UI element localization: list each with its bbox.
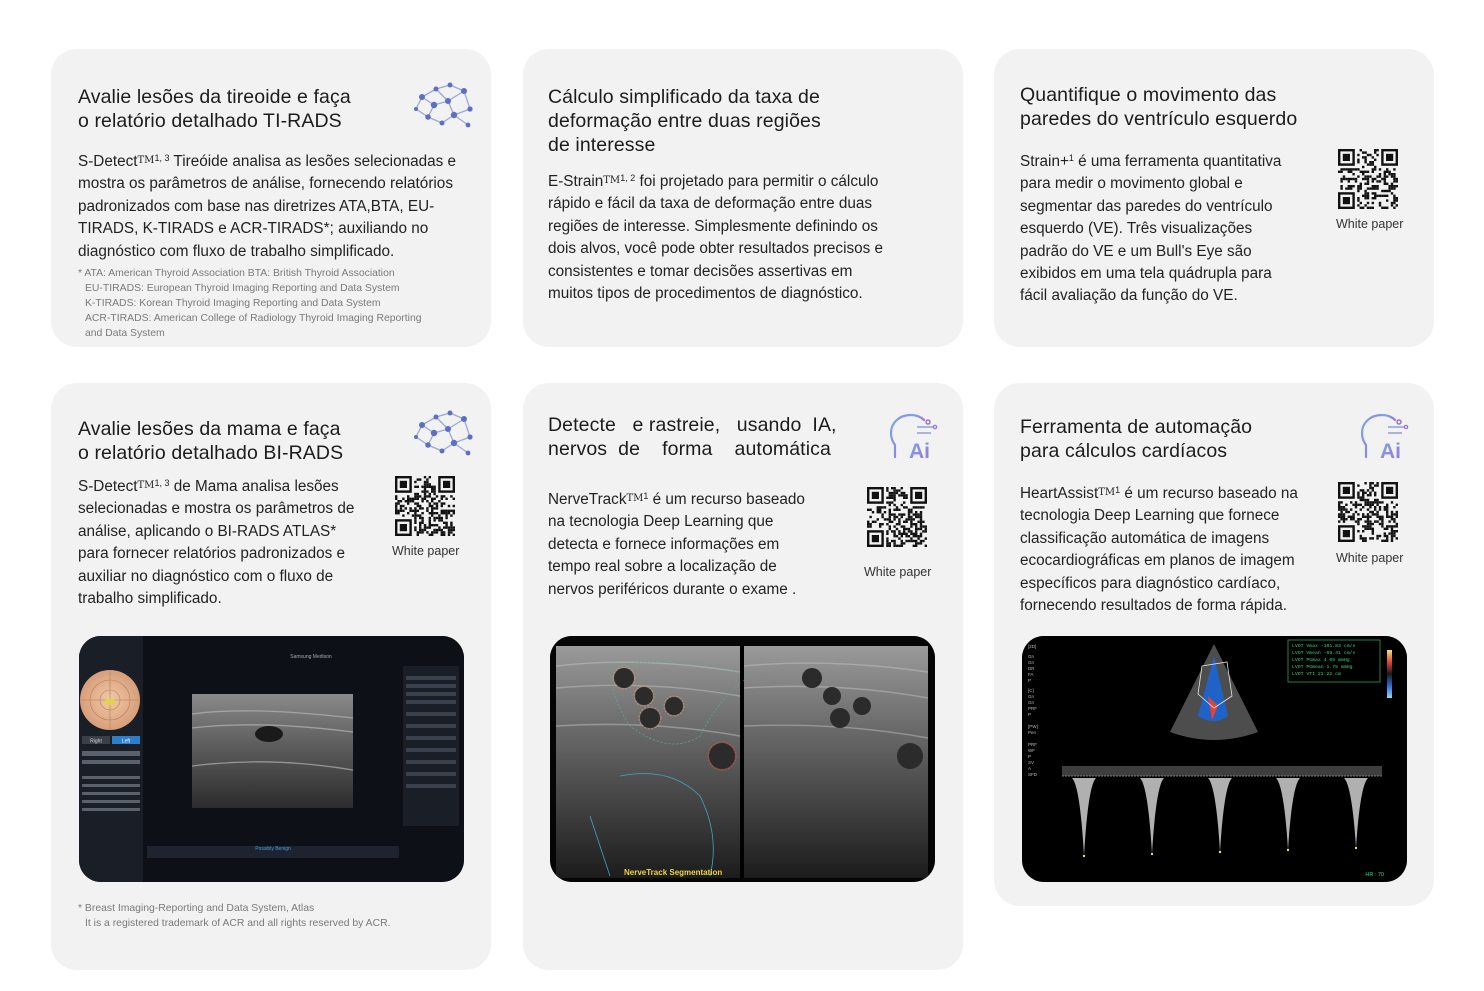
svg-text:PRF: PRF bbox=[1028, 706, 1037, 711]
svg-text:P: P bbox=[1028, 754, 1032, 759]
card-title: Avalie lesões da mama e faça o relatório detalhado BI-RADS bbox=[78, 418, 344, 464]
card-estrain bbox=[523, 49, 963, 347]
card-body: S-DetectTM$^{1, 3}$ Tireóide analisa as lesões selecionadas e mostra os parâmetros de análise, fornecendo relatórios padronizados com base nas diretrizes ATA,BTA, EU- TIRADS, K-TIRADS e ACR-TIRADS*; auxiliando no diagnóstico com fluxo de trabalho simplificado. bbox=[78, 153, 457, 260]
card-body: HeartAssistTM$^1$ é um recurso baseado na tecnologia Deep Learning que fornece classificação automática de imagens ecocardiográficas em planos de imagem específicos para diagnóstico cardíaco, fornecendo resultados de forma rápida. bbox=[1020, 485, 1298, 615]
white-paper-link[interactable]: White paper bbox=[864, 565, 932, 579]
svg-text:SFD: SFD bbox=[1028, 772, 1037, 777]
svg-text:[2D]: [2D] bbox=[1028, 644, 1037, 649]
svg-text:DR: DR bbox=[1028, 666, 1035, 671]
readout-2: LVOT Vmean -69.41 cm/s bbox=[1292, 651, 1356, 656]
qr-code-icon[interactable] bbox=[395, 476, 455, 536]
heart-rate: HR : 70 bbox=[1365, 872, 1384, 878]
readout-5: LVOT VTI 21.22 cm bbox=[1292, 672, 1341, 677]
cardiac-ultrasound-screen bbox=[1022, 636, 1407, 882]
app-title: Samsung Medison bbox=[290, 654, 332, 660]
svg-text:Ai: Ai bbox=[909, 440, 930, 461]
card-thyroid bbox=[51, 49, 491, 347]
footnote: * Breast Imaging-Reporting and Data System, Atlas It is a registered trademark of ACR and all rights reserved by ACR. bbox=[78, 903, 391, 929]
card-body: E-StrainTM$^{1, 2}$ foi projetado para permitir o cálculo rápido e fácil da taxa de deformação entre duas regiões de interesse. Simplesmente definindo os dois alvos, você pode obter resultados precisos e consistentes e tomar decisões assertivas em muitos tipos de procedimentos de diagnóstico. bbox=[548, 173, 884, 303]
svg-text:Gn: Gn bbox=[1028, 700, 1035, 705]
svg-text:A: A bbox=[1028, 766, 1032, 771]
card-heartassist bbox=[994, 383, 1434, 906]
svg-text:Ai: Ai bbox=[1380, 440, 1401, 461]
breast-ultrasound-screen bbox=[79, 636, 464, 882]
qr-code-icon[interactable] bbox=[867, 487, 927, 547]
card-body: Strain+$^1$ é uma ferramenta quantitativa para medir o movimento global e segmentar das paredes do ventrículo esquerdo (VE). Três visualizações padrão do VE e um Bull's Eye são exibidos em uma tela quádrupla para fácil avaliação da função do VE. bbox=[1020, 153, 1282, 305]
card-strain bbox=[994, 49, 1434, 347]
svg-text:Gn: Gn bbox=[1028, 694, 1035, 699]
nerve-ultrasound-screen bbox=[550, 636, 935, 882]
readout-3: LVOT PGmax 4.05 mmHg bbox=[1292, 658, 1350, 663]
svg-text:Gn: Gn bbox=[1028, 654, 1035, 659]
white-paper-link[interactable]: White paper bbox=[1336, 551, 1404, 565]
overlay-label: NerveTrack Segmentation bbox=[624, 868, 723, 877]
neural-network-icon bbox=[414, 81, 478, 129]
card-title: Detecte e rastreie, usando IA, nervos de forma automática bbox=[548, 414, 837, 460]
white-paper-link[interactable]: White paper bbox=[1336, 217, 1404, 231]
svg-text:Gn: Gn bbox=[1028, 660, 1035, 665]
readout-1: LVOT Vmax -101.83 cm/s bbox=[1292, 644, 1356, 649]
card-breast bbox=[51, 383, 491, 970]
svg-text:[C]: [C] bbox=[1028, 688, 1034, 693]
card-title: Cálculo simplificado da taxa de deformação entre duas regiões de interesse bbox=[548, 86, 821, 156]
ai-head-icon bbox=[1358, 411, 1410, 461]
svg-text:P: P bbox=[1028, 712, 1032, 717]
svg-text:[PW]: [PW] bbox=[1028, 724, 1038, 729]
card-nervetrack bbox=[523, 383, 963, 970]
readout-4: LVOT PGmean 1.75 mmHg bbox=[1292, 665, 1353, 670]
neural-network-icon bbox=[414, 409, 478, 457]
footnote: * ATA: American Thyroid Association BTA: British Thyroid Association EU-TIRADS: European Thyroid Imaging Reporting and Data System K-TIRADS: Korean Thyroid Imaging Reporting and Data System ACR-TIRADS: American College of Radiology Thyroid Imaging Reporting and Data System bbox=[78, 268, 422, 339]
svg-text:PRF: PRF bbox=[1028, 742, 1037, 747]
card-body: S-DetectTM$^{1, 3}$ de Mama analisa lesões selecionadas e mostra os parâmetros de análise, aplicando o BI-RADS ATLAS* para fornecer relatórios padronizados e auxiliar no diagnóstico com o fluxo de trabalho simplificado. bbox=[78, 478, 355, 608]
card-title: Quantifique o movimento das paredes do ventrículo esquerdo bbox=[1020, 84, 1298, 130]
right-button: Right bbox=[90, 738, 102, 745]
left-button: Left bbox=[121, 738, 131, 745]
svg-text:SV: SV bbox=[1028, 760, 1035, 765]
card-body: NerveTrackTM$^1$ é um recurso baseado na tecnologia Deep Learning que detecta e fornece informações em tempo real sobre a localização de nervos periféricos durante o exame . bbox=[548, 491, 805, 598]
svg-text:Pen: Pen bbox=[1028, 730, 1037, 735]
white-paper-link[interactable]: White paper bbox=[392, 544, 460, 558]
qr-code-icon[interactable] bbox=[1338, 149, 1398, 209]
card-title: Ferramenta de automação para cálculos cardíacos bbox=[1020, 416, 1253, 462]
qr-code-icon[interactable] bbox=[1338, 482, 1398, 542]
svg-text:P: P bbox=[1028, 678, 1032, 683]
svg-text:FA: FA bbox=[1028, 672, 1034, 677]
card-title: Avalie lesões da tireoide e faça o relatório detalhado TI-RADS bbox=[78, 86, 351, 132]
svg-text:WF: WF bbox=[1028, 748, 1035, 753]
ai-head-icon bbox=[887, 411, 939, 461]
result-label: Possibly Benign bbox=[255, 846, 291, 852]
